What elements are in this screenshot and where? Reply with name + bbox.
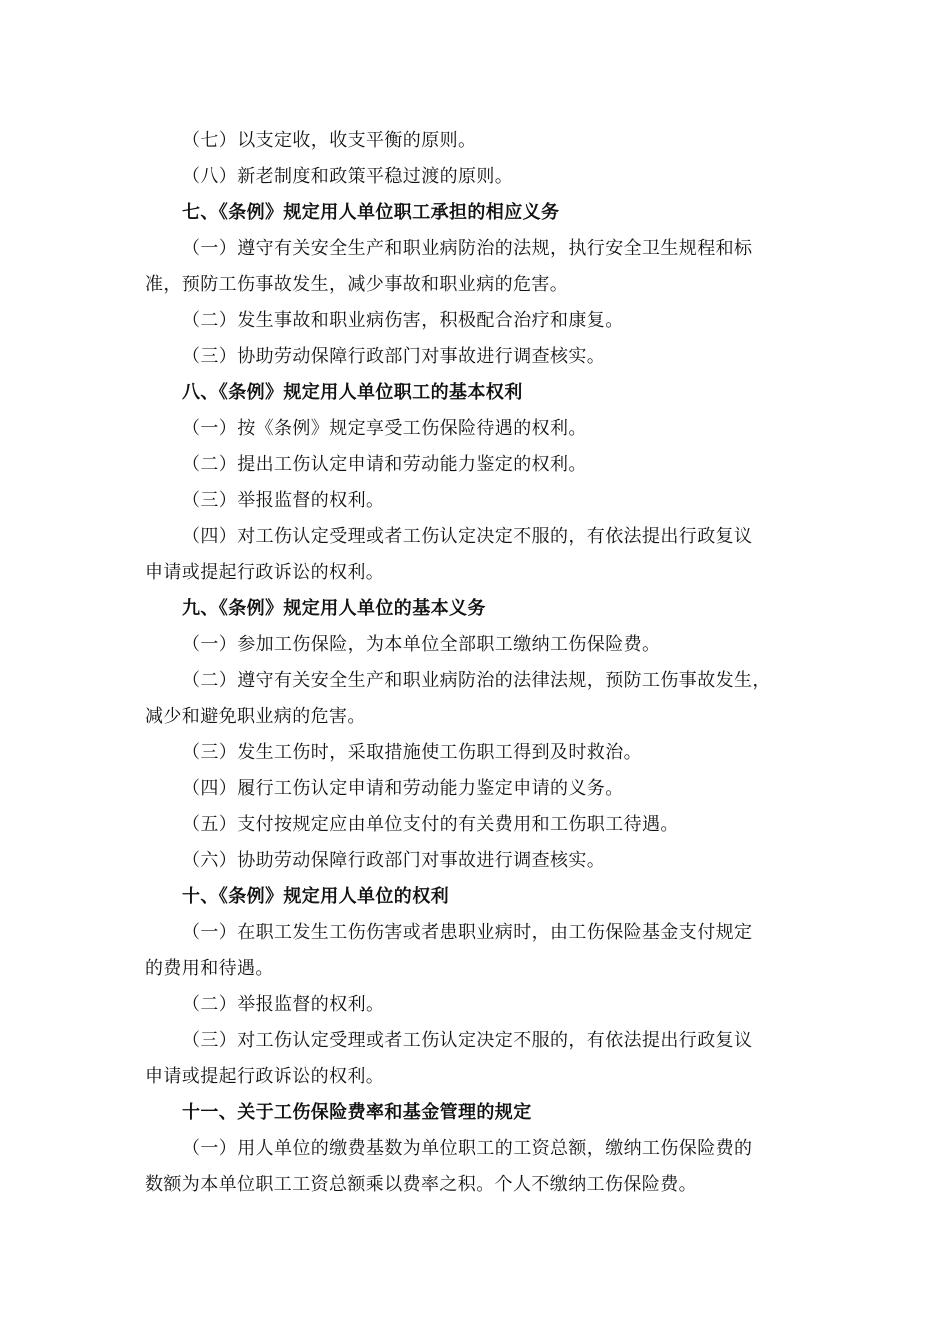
paragraph-line: （四）对工伤认定受理或者工伤认定决定不服的，有依法提出行政复议 (182, 526, 753, 547)
paragraph-line: （三）发生工伤时，采取措施使工伤职工得到及时救治。 (182, 742, 642, 763)
document-body (145, 123, 805, 1203)
paragraph-line: 的费用和待遇。 (145, 958, 274, 979)
paragraph-line: （八）新老制度和政策平稳过渡的原则。 (182, 166, 514, 187)
paragraph-line: （二）发生事故和职业病伤害，积极配合治疗和康复。 (182, 310, 624, 331)
paragraph-line: （七）以支定收，收支平衡的原则。 (182, 130, 477, 151)
paragraph-line: （一）用人单位的缴费基数为单位职工的工资总额，缴纳工伤保险费的 (182, 1138, 753, 1159)
paragraph-line: （六）协助劳动保障行政部门对事故进行调查核实。 (182, 850, 606, 871)
paragraph-line: 申请或提起行政诉讼的权利。 (145, 1066, 385, 1087)
section-heading: 八、《条例》规定用人单位职工的基本权利 (182, 382, 523, 403)
section-heading: 七、《条例》规定用人单位职工承担的相应义务 (182, 202, 560, 223)
section-heading: 十、《条例》规定用人单位的权利 (182, 886, 449, 907)
paragraph-line: （一）参加工伤保险，为本单位全部职工缴纳工伤保险费。 (182, 634, 661, 655)
paragraph-line: （三）协助劳动保障行政部门对事故进行调查核实。 (182, 346, 606, 367)
paragraph-line: （三）对工伤认定受理或者工伤认定决定不服的，有依法提出行政复议 (182, 1030, 753, 1051)
paragraph-line: （二）举报监督的权利。 (182, 994, 385, 1015)
paragraph-line: （一）按《条例》规定享受工伤保险待遇的权利。 (182, 418, 587, 439)
paragraph-line: 准，预防工伤事故发生，减少事故和职业病的危害。 (145, 274, 569, 295)
paragraph-line: （一）遵守有关安全生产和职业病防治的法规，执行安全卫生规程和标 (182, 238, 753, 259)
section-heading: 九、《条例》规定用人单位的基本义务 (182, 598, 486, 619)
section-heading: 十一、关于工伤保险费率和基金管理的规定 (182, 1102, 532, 1123)
paragraph-line: （三）举报监督的权利。 (182, 490, 385, 511)
paragraph-line: （四）履行工伤认定申请和劳动能力鉴定申请的义务。 (182, 778, 624, 799)
paragraph-line: 减少和避免职业病的危害。 (145, 706, 366, 727)
paragraph-line: 申请或提起行政诉讼的权利。 (145, 562, 385, 583)
paragraph-line: （五）支付按规定应由单位支付的有关费用和工伤职工待遇。 (182, 814, 679, 835)
paragraph-line: （二）提出工伤认定申请和劳动能力鉴定的权利。 (182, 454, 587, 475)
paragraph-line: （一）在职工发生工伤伤害或者患职业病时，由工伤保险基金支付规定 (182, 922, 753, 943)
paragraph-line: 数额为本单位职工工资总额乘以费率之积。个人不缴纳工伤保险费。 (145, 1174, 697, 1195)
paragraph-line: （二）遵守有关安全生产和职业病防治的法律法规，预防工伤事故发生， (182, 670, 771, 691)
